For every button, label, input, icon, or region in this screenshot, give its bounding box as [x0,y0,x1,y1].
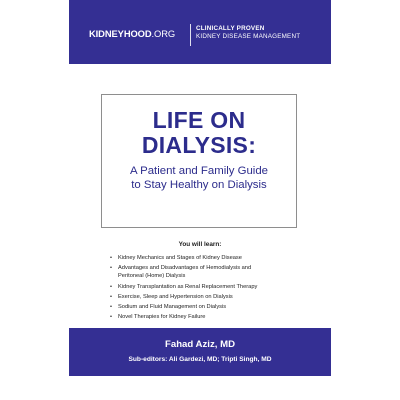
bullet-icon: • [110,293,112,300]
list-item [110,293,331,301]
list-item-text: Kidney Transplantation as Renal Replacement Therapy [118,283,258,290]
tagline-line-1: CLINICALLY PROVEN [196,25,265,32]
list-item-text: Peritoneal (Home) Dialysis [118,273,186,280]
brand-name: KIDNEYHOOD [89,28,152,39]
bullet-icon: • [110,314,112,321]
list-item-text: Advantages and Disadvantages of Hemodialysis and [118,265,252,272]
title-line-2: DIALYSIS: [141,132,257,158]
brand-logo [89,28,175,39]
brand-domain: .ORG [151,28,176,39]
list-item-text: Novel Therapies for Kidney Failure [118,314,206,321]
subtitle [102,164,296,192]
bullet-icon: • [110,304,112,311]
bullet-icon: • [110,265,112,272]
list-item [110,303,331,311]
subtitle-line-2: to Stay Healthy on Dialysis [131,179,267,191]
list-item [110,264,331,272]
list-item [110,313,331,321]
footer-band [69,328,331,376]
learn-section [69,241,331,324]
list-item [110,283,331,291]
list-item-continuation [118,272,331,280]
header-band [69,0,331,64]
book-cover [69,0,331,400]
subtitle-line-1: A Patient and Family Guide [129,165,269,177]
list-item-text: Sodium and Fluid Management on Dialysis [118,304,227,311]
title-line-1: LIFE ON [152,107,246,133]
bullet-icon: • [110,255,112,261]
author-name: Fahad Aziz, MD [165,339,235,350]
tagline-line-2: KIDNEY DISEASE MANAGEMENT [196,33,301,41]
learn-list [69,254,331,321]
list-item-text: Exercise, Sleep and Hypertension on Dialysis [118,293,233,300]
bullet-icon: • [110,283,112,290]
learn-heading: You will learn: [178,241,222,248]
list-item-text: Kidney Mechanics and Stages of Kidney Disease [118,255,242,261]
tagline [196,25,300,42]
subeditors: Sub-editors: Ali Gardezi, MD; Tripti Singh, MD [128,356,272,363]
list-item [110,254,331,262]
header-divider [190,24,191,46]
title-box [101,94,297,228]
